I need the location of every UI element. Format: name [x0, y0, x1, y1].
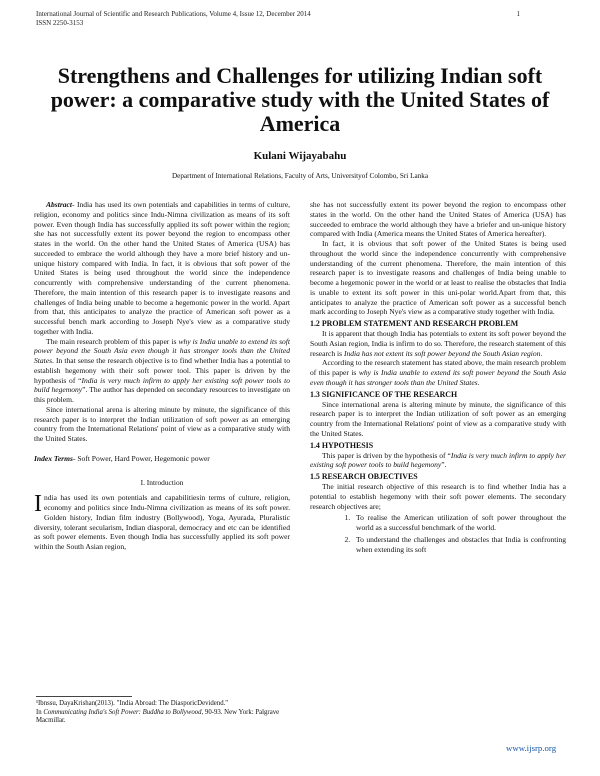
left-column: [34, 200, 290, 552]
section-heading-hypothesis: 1.4 HYPOTHESIS: [310, 440, 374, 450]
right-paragraph-2: In fact, it is obvious that soft power of the United States is being used throughout the world since the independence concurrently with comprehensive understanding of the current phenomena. Therefore, the main intention of this research paper is to investigate reasons and challenges of India being unable to become a hegemonic power in the world or at least to realise the obstacles that India is unable to extent its soft power in this uni-polar world.Apart from that, this anticipates to analyze the practice of American soft power as a successful bench mark according to Joseph Nye's view as a comparative study together with India.: [310, 239, 566, 317]
right-paragraph-3: [310, 329, 566, 358]
right-paragraph-7: The initial research objective of this research is to find whether India has a potential to establish hegemony with their soft power elements. The secondary research objectives are;: [310, 482, 566, 511]
right-paragraph-6: [310, 451, 566, 471]
footnote-line-2: [36, 709, 292, 726]
text-run: The main research problem of this paper is: [46, 336, 179, 346]
right-column: [310, 200, 566, 556]
italic-run: why is India unable to extend its soft power beyond the South Asia even though it has stronger tools than the United States: [34, 336, 290, 365]
abstract-paragraph: [34, 200, 290, 337]
intro-heading: I. Introduction: [140, 477, 184, 487]
list-item: 2. To understand the challenges and obstacles that India is confronting when extending its soft: [352, 535, 566, 555]
list-item: 1. To realise the American utilization of soft power throughout the world as a successful benchmark of the world.: [352, 513, 566, 533]
footer-url-link[interactable]: www.ijsrp.org: [506, 743, 557, 753]
text-run: .: [477, 377, 480, 387]
section-heading-problem: 1.2 PROBLEM STATEMENT AND RESEARCH PROBLEM: [310, 319, 519, 328]
index-terms-label: Index Terms: [34, 453, 73, 463]
objectives-list: [310, 513, 566, 554]
affiliation: Department of International Relations, Faculty of Arts, Universityof Colombo, Sri Lanka: [171, 172, 429, 180]
text-run: According to the research statement has stated above, the main research problem of this paper is: [310, 358, 566, 377]
right-paragraph-1: she has not successfully extent its power beyond the region to encompass other states in the world. On the other hand the United States of America (USA) has succeeded to embrace the world although they have a briefer and un-unique history compared with India (America means the United States of America hereafter).: [310, 200, 566, 239]
text-run: In: [36, 708, 44, 716]
drop-cap: I: [34, 491, 42, 518]
text-run: It is apparent that though India has potentials to extent its soft power beyond the South Asian region, India is infirm to do so. Therefore, the research statement of this research is: [310, 329, 566, 358]
issn-line: ISSN 2250-3153: [36, 19, 84, 27]
right-paragraph-4: [310, 358, 566, 387]
abstract-paragraph-2: [34, 337, 290, 405]
italic-run: India is very much infirm to apply her existing soft power tools to build hegemony: [310, 450, 566, 470]
abstract-paragraph-3: Since international arena is altering minute by minute, the significance of this research paper is to interpret the Indian utilization of soft power as an emerging country from the International Relations' point of view as a comparative study with the United States.: [34, 404, 290, 443]
index-terms-text: - Soft Power, Hard Power, Hegemonic power: [72, 453, 210, 463]
page-number: 1: [516, 10, 520, 18]
italic-run: Communicating India's Soft Power: Buddha to Bollywood: [43, 708, 202, 716]
text-run: ”.: [441, 460, 447, 470]
italic-run: why is India unable to extend its soft power beyond the South Asia even though it has stronger tools than the United States: [310, 368, 566, 387]
abstract-label: Abstract: [46, 200, 72, 209]
text-run: , 90-93. New York: Palgrave Macmillar.: [36, 708, 280, 724]
footnote: [36, 700, 292, 726]
italic-run: India has not extent its soft power beyond the South Asian region: [343, 348, 541, 358]
text-run: ”. The author has depended on secondary resources to investigate on this problem.: [34, 385, 291, 404]
text-run: This paper is driven by the hypothesis of “: [322, 450, 451, 460]
footnote-rule: [36, 696, 132, 697]
footnote-line-1: ¹Ibnssu, DayaKrishan(2013). "India Abroad: The DiasporicDevidend.": [36, 700, 229, 707]
italic-run: India is very much infirm to apply her existing soft power tools to build hegemony: [34, 375, 290, 395]
author-name: Kulani Wijayabahu: [253, 150, 347, 162]
right-paragraph-5: Since international arena is altering minute by minute, the significance of this research paper is to interpret the Indian utilization of soft power as an emerging country from the International Relations' point of view as a comparative study with the United States.: [310, 399, 566, 438]
section-heading-significance: 1.3 SIGNIFICANCE OF THE RESEARCH: [310, 389, 458, 399]
abstract-text: - India has used its own potentials and capabilities in terms of culture, religion, economy and politics since Indu-Nimna civilization as means of its soft power. Even though India has successfully applied its soft power within the region; she has not successfully extent its power beyond the region to encompass other states in the world. On the other hand the United States of America (USA) has succeeded to embrace the world although they have a more brief history and un-unique history compared with India. In fact, it is obvious that soft power of the United States is being used throughout the world since the independence concurrently with comprehensive understanding of the current phenomena. Therefore, the main intention of this research paper is to investigate reasons and challenges of India being unable to become a hegemonic power in the world. Apart from that, this anticipates to analyze the practice of American soft power as a successful bench mark according to Joseph Nye's view as a comparative study together with India.: [34, 200, 290, 336]
text-run: . In that sense the research objective is to find whether India has a potential to establish hegemony with their soft power tool. This paper is driven by the hypothesis of “: [34, 356, 290, 385]
page-header: [36, 10, 564, 28]
section-heading-objectives: 1.5 RESEARCH OBJECTIVES: [310, 472, 418, 481]
index-terms: [34, 454, 290, 464]
intro-paragraph: [34, 493, 290, 552]
journal-line: International Journal of Scientific and Research Publications, Volume 4, Issue 12, December 2014: [36, 10, 311, 18]
paper-title: Strengthens and Challenges for utilizing Indian soft power: a comparative study with the United States of America: [50, 63, 550, 136]
intro-text: ndia has used its own potentials and capabilitiesin terms of culture, religion, economy and politics since Indu-Nimna civilization as means of its soft power. Golden history, Indian film industry (Bollywood), Yoga, Ayurada, Pluralistic diversity, tolerant secularism, Indian diasporal, democracy and etc can be identified as soft power elements. Even though India has successfully applied its soft power within the South Asian region,: [34, 493, 290, 551]
text-run: .: [540, 348, 543, 358]
